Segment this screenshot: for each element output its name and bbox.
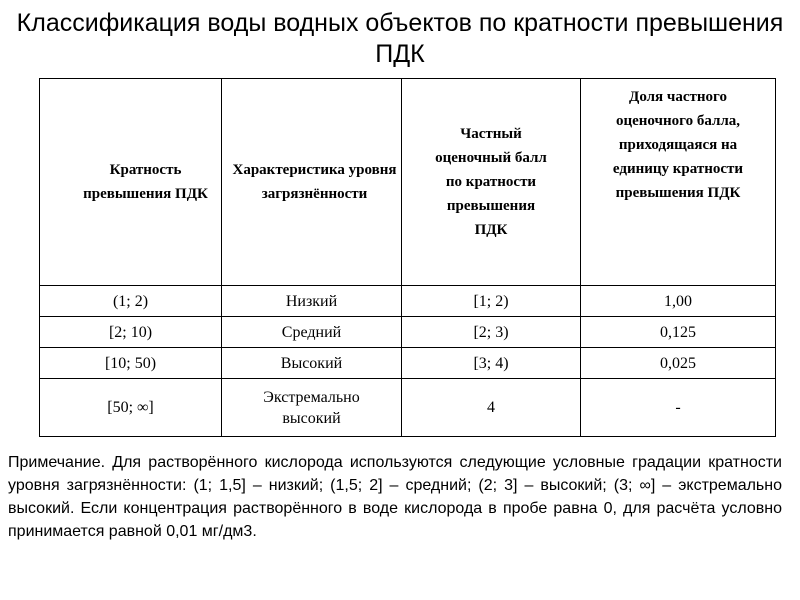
cell-multiplicity: [2; 10): [40, 317, 222, 348]
cell-level: Экстремально высокий: [222, 379, 402, 437]
table-row: [40, 286, 776, 317]
header-partial-score: Частный оценочный балл по кратности превышения ПДК: [402, 79, 581, 286]
table-header-row: [40, 79, 776, 286]
cell-score: [3; 4): [402, 348, 581, 379]
table-row: [40, 317, 776, 348]
cell-share: 0,125: [581, 317, 776, 348]
cell-score: [1; 2): [402, 286, 581, 317]
footnote: Примечание. Для растворённого кислорода используются следующие условные градации кратности уровня загрязнённости: (1; 1,5] – низкий; (1,5; 2] – средний; (2; 3] – высокий; (3; ∞] – экстремально высокий. Если концентрация растворённого в воде кислорода в пробе равна 0, для расчёта условно принимается равной 0,01 мг/дм3.: [8, 454, 782, 540]
table-row: [40, 348, 776, 379]
cell-multiplicity: [10; 50): [40, 348, 222, 379]
cell-level: Высокий: [222, 348, 402, 379]
cell-share: -: [581, 379, 776, 437]
header-pollution-level: Характеристика уровня загрязнённости: [222, 79, 402, 286]
cell-multiplicity: (1; 2): [40, 286, 222, 317]
page-title: Классификация воды водных объектов по кратности превышения ПДК: [16, 9, 784, 68]
header-multiplicity: Кратность превышения ПДК: [40, 79, 222, 286]
table-row: [40, 379, 776, 437]
cell-score: 4: [402, 379, 581, 437]
cell-score: [2; 3): [402, 317, 581, 348]
classification-table: [39, 78, 776, 437]
cell-share: 1,00: [581, 286, 776, 317]
cell-level: Средний: [222, 317, 402, 348]
cell-share: 0,025: [581, 348, 776, 379]
header-score-share: Доля частного оценочного балла, приходящаяся на единицу кратности превышения ПДК: [581, 79, 776, 286]
cell-level: Низкий: [222, 286, 402, 317]
cell-multiplicity: [50; ∞]: [40, 379, 222, 437]
